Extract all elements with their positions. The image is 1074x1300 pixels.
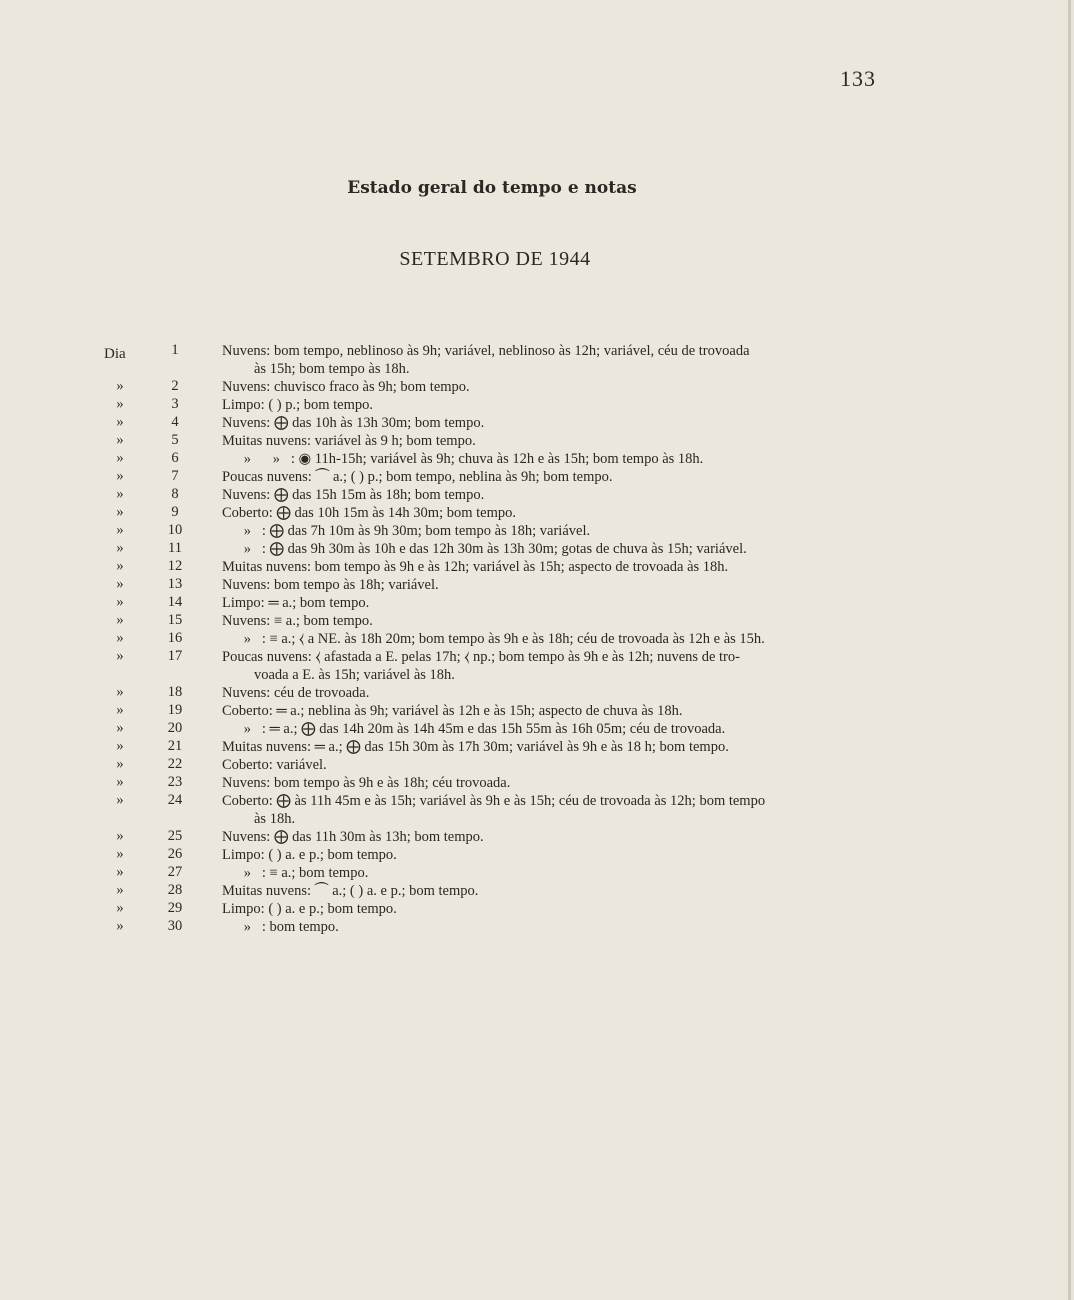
day-number: 11 <box>168 540 182 556</box>
weather-note-continuation: às 18h. <box>254 811 296 827</box>
table-row <box>0 396 1074 414</box>
ditto-mark: » <box>116 558 124 574</box>
weather-note <box>222 702 890 720</box>
weather-note-line: Nuvens: bom tempo às 9h e às 18h; céu trovoada. <box>222 775 511 791</box>
weather-note <box>222 450 890 468</box>
day-number: 7 <box>171 468 179 484</box>
day-number: 4 <box>171 414 179 430</box>
table-row <box>0 504 1074 522</box>
ditto-mark: » <box>116 594 124 610</box>
day-number: 17 <box>167 648 183 664</box>
weather-note <box>222 342 890 378</box>
ditto-mark: » <box>116 576 124 592</box>
ditto-mark: » <box>116 648 124 664</box>
weather-note-line: Nuvens: ≡ a.; bom tempo. <box>222 613 373 629</box>
table-row <box>0 432 1074 450</box>
weather-note-line: » : bom tempo. <box>222 919 339 935</box>
weather-note <box>222 684 890 702</box>
weather-note <box>222 396 890 414</box>
weather-note-line: Nuvens: bom tempo às 18h; variável. <box>222 577 439 593</box>
day-number: 2 <box>171 378 179 394</box>
weather-note-line: Nuvens: ⨁ das 11h 30m às 13h; bom tempo. <box>222 829 484 845</box>
weather-note-line: Coberto: ⨁ às 11h 45m e às 15h; variável às 9h e às 15h; céu de trovoada às 12h; bom tempo <box>222 793 766 809</box>
weather-table <box>0 342 1074 936</box>
weather-note <box>222 738 890 756</box>
ditto-mark: » <box>116 486 124 502</box>
weather-note <box>222 918 890 936</box>
ditto-mark: » <box>116 432 124 448</box>
table-row <box>0 540 1074 558</box>
weather-note <box>222 882 890 900</box>
weather-note-line: Muitas nuvens: ═ a.; ⨁ das 15h 30m às 17h 30m; variável às 9h e às 18 h; bom tempo. <box>222 739 729 755</box>
day-number: 30 <box>167 918 183 934</box>
ditto-mark: » <box>116 540 124 556</box>
table-row <box>0 576 1074 594</box>
weather-note <box>222 648 890 684</box>
weather-note-line: Nuvens: céu de trovoada. <box>222 685 370 701</box>
weather-note <box>222 828 890 846</box>
table-row <box>0 450 1074 468</box>
ditto-mark: » <box>116 612 124 628</box>
table-row <box>0 468 1074 486</box>
day-number: 27 <box>167 864 183 880</box>
ditto-mark: » <box>116 756 124 772</box>
table-row <box>0 882 1074 900</box>
day-number: 21 <box>167 738 183 754</box>
ditto-mark: » <box>116 738 124 754</box>
weather-note-line: Limpo: ( ) a. e p.; bom tempo. <box>222 847 397 863</box>
weather-note-line: » : ⨁ das 7h 10m às 9h 30m; bom tempo às 18h; variável. <box>222 523 591 539</box>
table-row <box>0 864 1074 882</box>
table-row <box>0 900 1074 918</box>
weather-note <box>222 612 890 630</box>
day-number: 15 <box>167 612 183 628</box>
weather-note <box>222 486 890 504</box>
table-row <box>0 612 1074 630</box>
table-row <box>0 594 1074 612</box>
day-number: 25 <box>167 828 183 844</box>
day-number: 29 <box>167 900 183 916</box>
day-number: 19 <box>167 702 183 718</box>
ditto-mark: » <box>116 468 124 484</box>
weather-note-line: » : ⨁ das 9h 30m às 10h e das 12h 30m às 13h 30m; gotas de chuva às 15h; variável. <box>222 541 747 557</box>
weather-note <box>222 846 890 864</box>
weather-note-line: Nuvens: ⨁ das 10h às 13h 30m; bom tempo. <box>222 415 485 431</box>
ditto-mark: » <box>116 702 124 718</box>
ditto-mark: » <box>116 396 124 412</box>
table-row <box>0 828 1074 846</box>
day-number: 3 <box>171 396 179 412</box>
day-number: 8 <box>171 486 179 502</box>
day-number: 9 <box>171 504 179 520</box>
ditto-mark: » <box>116 504 124 520</box>
weather-note <box>222 792 890 828</box>
weather-note <box>222 522 890 540</box>
ditto-mark: » <box>116 792 124 808</box>
weather-note-line: Nuvens: bom tempo, neblinoso às 9h; variável, neblinoso às 12h; variável, céu de trovoada <box>222 343 750 359</box>
table-row <box>0 342 1074 378</box>
weather-note <box>222 720 890 738</box>
table-row <box>0 756 1074 774</box>
page-number: 133 <box>840 66 876 91</box>
ditto-mark: » <box>116 378 124 394</box>
day-number: 23 <box>167 774 183 790</box>
weather-note <box>222 774 890 792</box>
table-row <box>0 720 1074 738</box>
table-row <box>0 414 1074 432</box>
weather-note-line: Coberto: ⨁ das 10h 15m às 14h 30m; bom tempo. <box>222 505 517 521</box>
weather-note-line: Coberto: ═ a.; neblina às 9h; variável às 12h e às 15h; aspecto de chuva às 18h. <box>222 703 683 719</box>
weather-note-line: Muitas nuvens: bom tempo às 9h e às 12h; variável às 15h; aspecto de trovoada às 18h. <box>222 559 729 575</box>
ditto-mark: » <box>116 918 124 934</box>
weather-note <box>222 558 890 576</box>
weather-note-continuation: às 15h; bom tempo às 18h. <box>254 361 410 377</box>
day-number: 18 <box>167 684 183 700</box>
ditto-mark: » <box>116 522 124 538</box>
ditto-mark: » <box>116 684 124 700</box>
weather-note <box>222 432 890 450</box>
weather-note-line: » » : ◉ 11h-15h; variável às 9h; chuva às 12h e às 15h; bom tempo às 18h. <box>222 451 704 467</box>
weather-note <box>222 900 890 918</box>
weather-note-line: Limpo: ( ) p.; bom tempo. <box>222 397 374 413</box>
day-number: 10 <box>167 522 183 538</box>
weather-note <box>222 630 890 648</box>
weather-note-continuation: voada a E. às 15h; variável às 18h. <box>254 667 455 683</box>
table-row <box>0 648 1074 684</box>
day-number: 5 <box>171 432 179 448</box>
table-row <box>0 846 1074 864</box>
weather-note <box>222 594 890 612</box>
ditto-mark: » <box>116 900 124 916</box>
table-row <box>0 522 1074 540</box>
weather-note-line: Muitas nuvens: ⏜ a.; ( ) a. e p.; bom tempo. <box>222 883 479 899</box>
weather-note <box>222 504 890 522</box>
column-header-day: Dia <box>104 346 126 362</box>
weather-note-line: Poucas nuvens: ⧼ afastada a E. pelas 17h; ⧼ np.; bom tempo às 9h e às 12h; nuvens de tro- <box>222 649 740 665</box>
day-number: 12 <box>167 558 183 574</box>
table-row <box>0 378 1074 396</box>
day-number: 26 <box>167 846 183 862</box>
day-number: 6 <box>171 450 179 466</box>
day-number: 13 <box>167 576 183 592</box>
ditto-mark: » <box>116 450 124 466</box>
weather-note-line: Limpo: ═ a.; bom tempo. <box>222 595 370 611</box>
weather-note <box>222 756 890 774</box>
table-row <box>0 774 1074 792</box>
ditto-mark: » <box>116 846 124 862</box>
weather-note-line: Nuvens: chuvisco fraco às 9h; bom tempo. <box>222 379 470 395</box>
weather-note-line: » : ≡ a.; ⧼ a NE. às 18h 20m; bom tempo às 9h e às 18h; céu de trovoada às 12h e às 15h. <box>222 631 765 647</box>
weather-note-line: Muitas nuvens: variável às 9 h; bom tempo. <box>222 433 476 449</box>
ditto-mark: » <box>116 774 124 790</box>
ditto-mark: » <box>116 864 124 880</box>
weather-note <box>222 414 890 432</box>
weather-note <box>222 468 890 486</box>
day-number: 14 <box>167 594 183 610</box>
table-row <box>0 702 1074 720</box>
ditto-mark: » <box>116 882 124 898</box>
day-number: 1 <box>171 342 179 358</box>
ditto-mark: » <box>116 720 124 736</box>
table-row <box>0 558 1074 576</box>
ditto-mark: » <box>116 828 124 844</box>
table-row <box>0 630 1074 648</box>
weather-note-line: Nuvens: ⨁ das 15h 15m às 18h; bom tempo. <box>222 487 485 503</box>
weather-note <box>222 378 890 396</box>
table-row <box>0 738 1074 756</box>
weather-note-line: Limpo: ( ) a. e p.; bom tempo. <box>222 901 397 917</box>
table-row <box>0 486 1074 504</box>
page-subtitle: SETEMBRO DE 1944 <box>399 248 591 270</box>
table-row <box>0 918 1074 936</box>
page-title: Estado geral do tempo e notas <box>347 178 637 198</box>
ditto-mark: » <box>116 414 124 430</box>
weather-note <box>222 540 890 558</box>
table-row <box>0 792 1074 828</box>
day-number: 16 <box>167 630 183 646</box>
ditto-mark: » <box>116 630 124 646</box>
weather-note-line: Poucas nuvens: ⏜ a.; ( ) p.; bom tempo, neblina às 9h; bom tempo. <box>222 469 613 485</box>
weather-note <box>222 576 890 594</box>
weather-note-line: Coberto: variável. <box>222 757 327 773</box>
weather-note <box>222 864 890 882</box>
day-number: 20 <box>167 720 183 736</box>
table-row <box>0 684 1074 702</box>
day-number: 28 <box>167 882 183 898</box>
day-number: 22 <box>167 756 183 772</box>
day-number: 24 <box>167 792 183 808</box>
weather-note-line: » : ≡ a.; bom tempo. <box>222 865 369 881</box>
weather-note-line: » : ═ a.; ⨁ das 14h 20m às 14h 45m e das 15h 55m às 16h 05m; céu de trovoada. <box>222 721 726 737</box>
